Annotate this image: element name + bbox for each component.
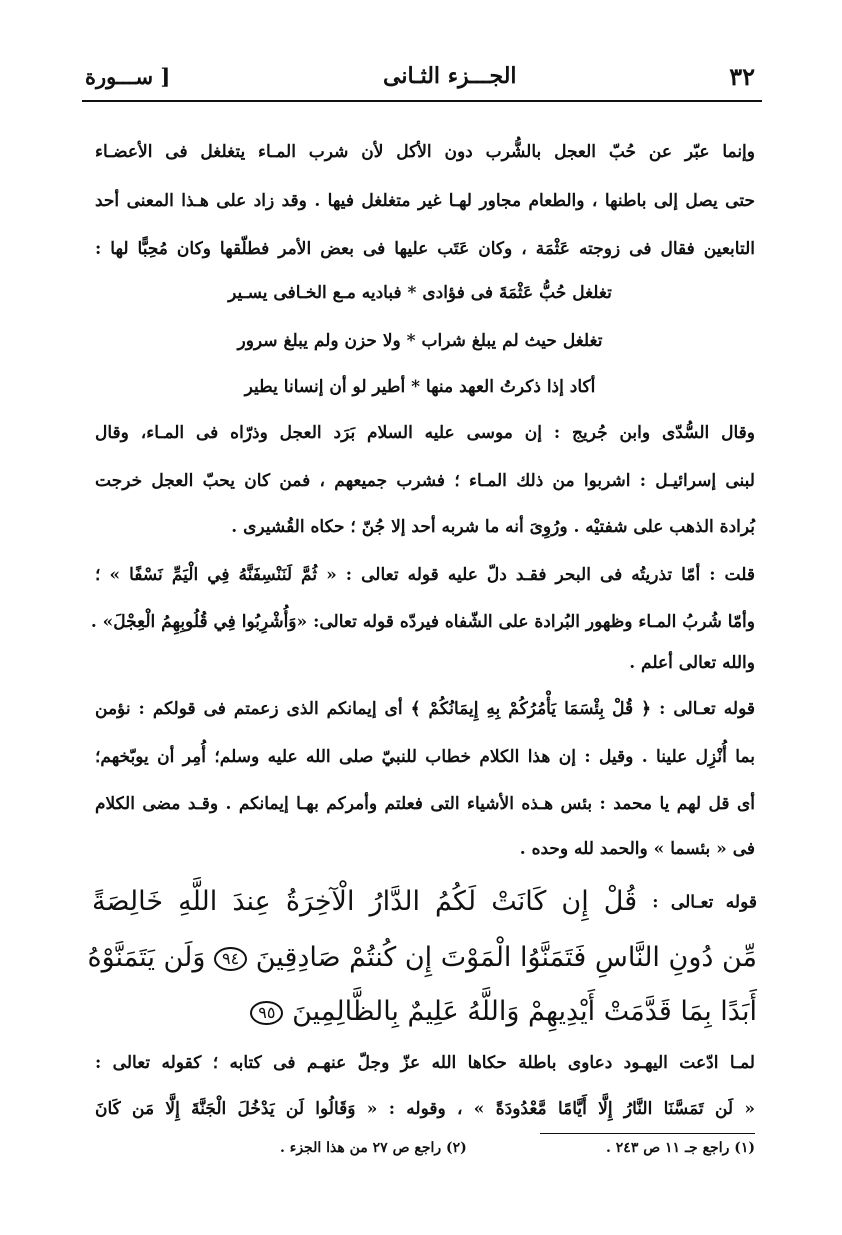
quran-text: مِّن دُونِ النَّاسِ فَتَمَنَّوُا الْمَوْتَ إِن كُنتُمْ صَادِقِينَ	[255, 942, 757, 973]
text-line: بُرادة الذهب على شفتيْه . ورُوِىَ أنه ما شربه أحد إلا جُنّ ؛ حكاه القُشيرى .	[231, 517, 755, 537]
text-line: قوله تعـالى : ﴿ قُلْ بِئْسَمَا يَأْمُرُكُمْ بِهِ إِيمَانُكُمْ ﴾ أى إيمانكم الذى زعمتم فى قولكم : نؤمن	[95, 699, 755, 719]
text-line: وقال السُّدّى وابن جُريج : إن موسى عليه السلام بَرَد العجل وذرّاه فى المـاء، وقال	[95, 423, 755, 443]
page-number: ٣٢	[729, 61, 755, 91]
footnote-2: (٢) راجع ص ٢٧ من هذا الجزء .	[280, 1140, 467, 1156]
quran-intro: قوله تعـالى :	[652, 892, 757, 913]
quran-line	[87, 936, 757, 980]
quran-text: قُلْ إِن كَانَتْ لَكُمُ الدَّارُ الْآخِرَةُ عِندَ اللَّهِ خَالِصَةً	[92, 886, 638, 917]
footnote-divider	[540, 1133, 755, 1134]
text-line: التابعين فقال فى زوجته عَثْمَة ، وكان عَتَب عليها فى بعض الأمر فطلّقها وكان مُحِبًّا لها :	[95, 239, 755, 259]
page-header	[85, 58, 755, 94]
poem-verse: تغلغل حُبُّ عَثْمَةَ فى فؤادى * فباديه مـع الخـافى يسـير	[228, 283, 612, 303]
poem-verse: أكاد إذا ذكرتُ العهد منها * أطير لو أن إنسانا يطير	[244, 377, 596, 397]
text-line: أى قل لهم يا محمد : بئس هـذه الأشياء التى فعلتم وأمركم بهـا إيمانكم . وقـد مضى الكلام	[95, 794, 755, 814]
text-line: لبنى إسرائيـل : اشربوا من ذلك المـاء ؛ فشرب جميعهم ، فمن كان يحبّ العجل خرجت	[95, 471, 755, 491]
text-line: قلت : أمّا تذريتُه فى البحر فقـد دلّ عليه قوله تعالى : « ثُمَّ لَنَنْسِفَنَّهُ فِي الْيَمِّ نَسْفًا » ؛	[95, 565, 755, 585]
quran-text: وَلَن يَتَمَنَّوْهُ	[87, 942, 206, 973]
ayah-number-marker: ٩٤	[214, 947, 247, 971]
text-line: وإنما عبّر عن حُبّ العجل بالشُّرب دون الأكل لأن شرب المـاء يتغلغل فى الأعضـاء	[95, 142, 755, 162]
poem-verse: تغلغل حيث لم يبلغ شراب * ولا حزن ولم يبلغ سرور	[237, 331, 603, 351]
text-line: « لَن تَمَسَّنَا النَّارُ إِلَّا أَيَّامًا مَّعْدُودَةً » ، وقوله : « وَقَالُوا لَن يَدْخُلَ الْجَنَّةَ إِلَّا مَن كَانَ	[95, 1099, 755, 1119]
footnote-1: (١) راجع جـ ١١ ص ٢٤٣ .	[606, 1140, 755, 1156]
quran-line	[92, 880, 757, 924]
text-line: وأمّا شُربُ المـاء وظهور البُرادة على الشّفاه فيردّه قوله تعالى: «وَأُشْرِبُوا فِي قُلُوبِهِمُ الْعِجْلَ» .	[90, 612, 755, 632]
header-divider	[82, 100, 762, 102]
quran-text: أَبَدًا بِمَا قَدَّمَتْ أَيْدِيهِمْ وَاللَّهُ عَلِيمٌ بِالظَّالِمِينَ	[292, 996, 757, 1027]
footnotes	[280, 1140, 755, 1156]
ayah-number-marker: ٩٥	[250, 1001, 283, 1025]
text-line: حتى يصل إلى باطنها ، والطعام مجاور لهـا غير متغلغل فيها . وقد زاد على هـذا المعنى أحد	[95, 191, 755, 211]
text-line: لمـا ادّعت اليهـود دعاوى باطلة حكاها الله عزّ وجلّ عنهـم فى كتابه ؛ كقوله تعالى :	[95, 1053, 755, 1073]
quran-line	[92, 990, 757, 1034]
text-line: بما أُنْزِل علينا . وقيل : إن هذا الكلام خطاب للنبيّ صلى الله عليه وسلم؛ أُمِر أن يوبّخهم؛	[95, 747, 755, 767]
text-line: والله تعالى أعلم .	[629, 653, 755, 673]
running-title: الجـــزء الثـانى	[382, 63, 517, 89]
surah-label: [ ســـورة	[85, 63, 171, 89]
text-line: فى « بئسما » والحمد لله وحده .	[519, 839, 755, 859]
